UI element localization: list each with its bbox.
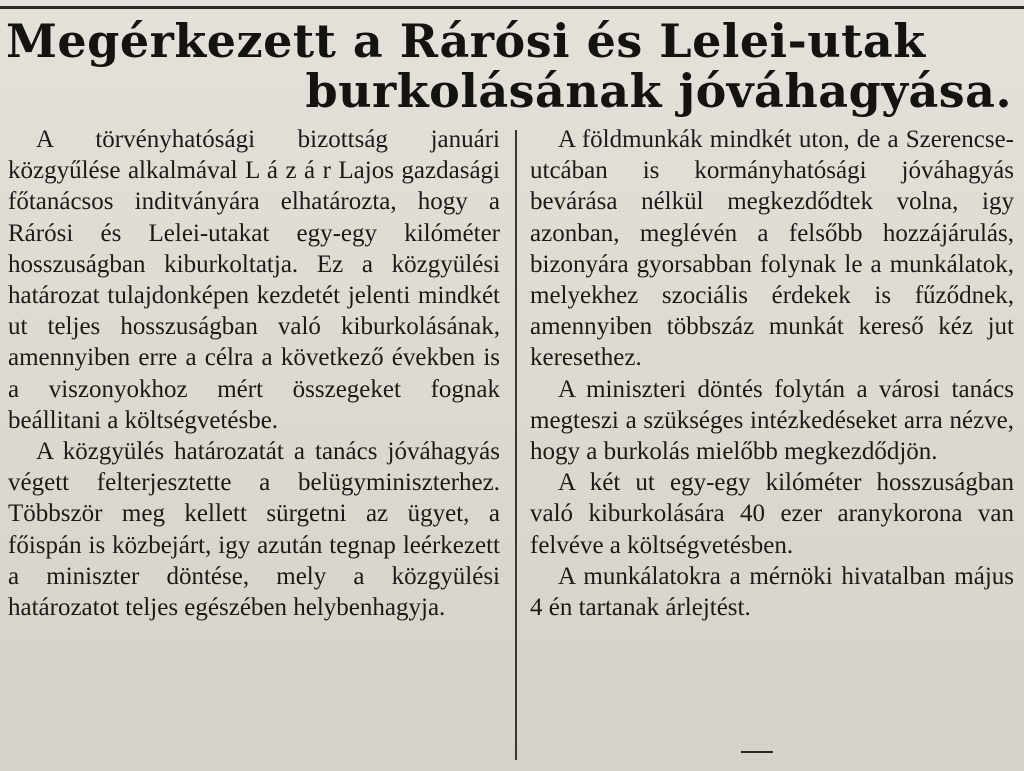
headline [6, 16, 1016, 116]
article-body [8, 124, 1014, 769]
headline-line-1: Megérkezett a Rárósi és Lelei-utak [6, 14, 926, 68]
top-rule [0, 6, 1024, 9]
paragraph: A munkálatokra a mérnöki hivatalban május 4 én tartanak árlejtést. [530, 562, 1014, 622]
paragraph: A két ut egy-egy kilóméter hosszuságban való kiburkolására 40 ezer aranykorona van felvéve a költségvetésben. [530, 469, 1014, 559]
paragraph: A miniszteri döntés folytán a városi tanács megteszi a szükséges intézkedéseket arra nézve, hogy a burkolás mielőbb megkezdődjön. [530, 375, 1014, 466]
headline-line-2: burkolásának jóváhagyása. [305, 64, 1012, 118]
left-column [8, 124, 500, 623]
paragraph: A törvényhatósági bizottság januári közgyűlése alkalmával L á z á r Lajos gazdasági főtanácsos inditványára elhatározta, hogy a Rárósi és Lelei-utakat egy-egy kilóméter hosszuságban kiburkoltatja. Ez a közgyülési határozat tulajdonképen kezdetét jelenti mindkét ut teljes hosszuságban való kiburkolásának, amennyiben erre a célra a következő években is a viszonyokhoz mért összegeket fognak beállitani a költségvetésbe. [8, 126, 500, 434]
column-divider [515, 130, 517, 760]
end-mark [741, 751, 773, 753]
right-column [530, 124, 1014, 623]
paragraph: A közgyülés határozatát a tanács jóváhagyás végett felterjesztette a belügyminiszterhez. Többször meg kellett sürgetni az ügyet, a főispán is közbejárt, igy azután tegnap leérkezett a miniszter döntése, mely a közgyülési határozatot teljes egészében helybenhagyja. [8, 438, 500, 622]
paragraph: A földmunkák mindkét uton, de a Szerencse-utcában is kormányhatósági jóváhagyás bevárása nélkül megkezdődtek volna, igy azonban, meglévén a felsőbb hozzájárulás, bizonyára gyorsabban folynak le a munkálatok, melyekhez szociális érdekek is fűződnek, amennyiben többszáz munkát kereső kéz jut keresethez. [530, 126, 1014, 372]
